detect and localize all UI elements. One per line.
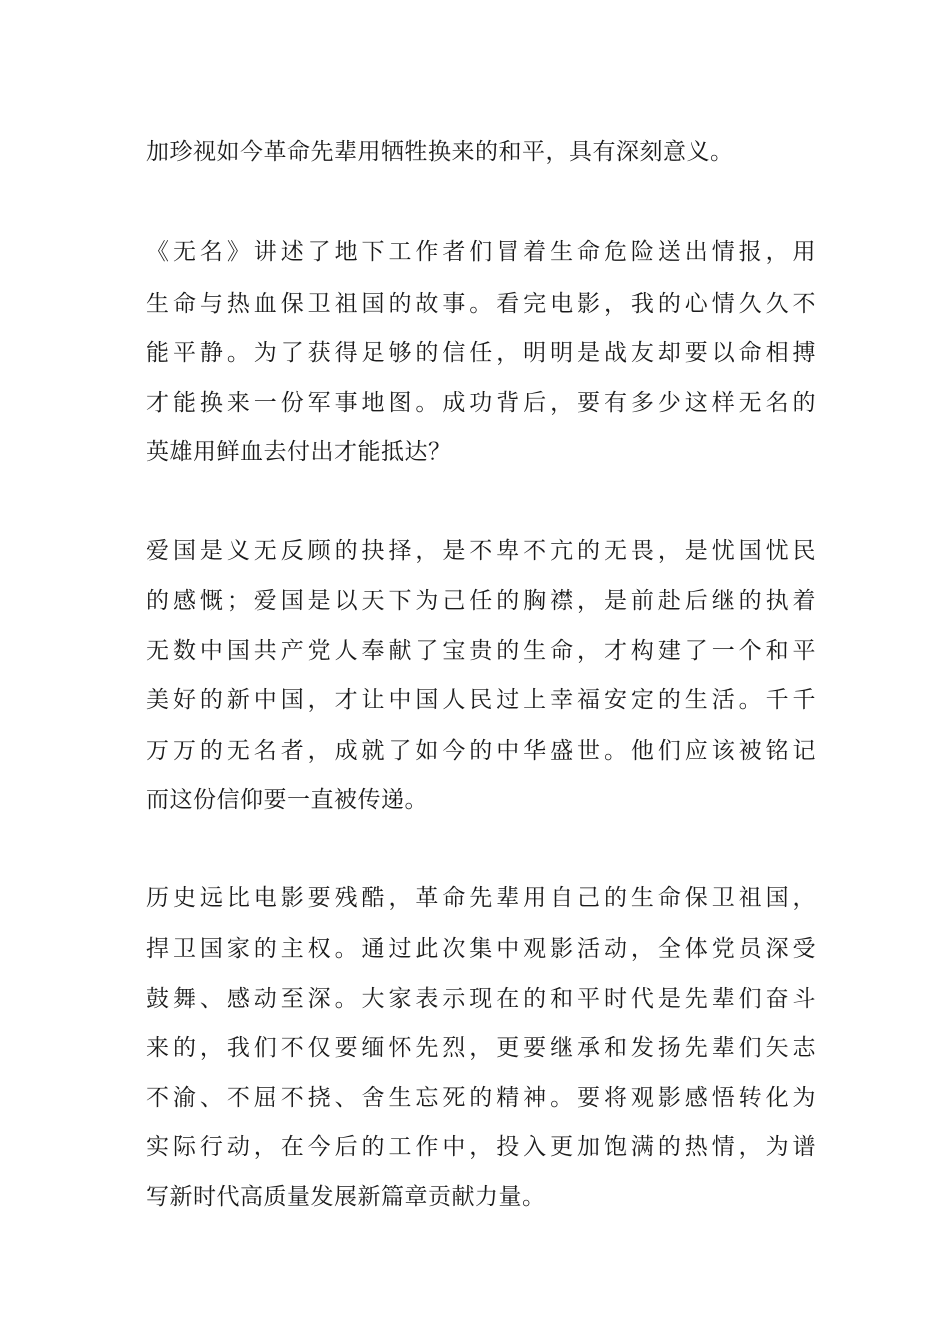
paragraph-2-line-2: 生命与热血保卫祖国的故事。看完电影，我的心情久久不 [146,291,816,317]
paragraph-3-line-1: 爱国是义无反顾的抉择，是不卑不亢的无畏，是忧国忧民 [146,538,816,564]
paragraph-2-line-5: 英雄用鲜血去付出才能抵达？ [146,439,452,465]
paragraph-4-line-4: 来的，我们不仅要缅怀先烈，更要继承和发扬先辈们矢志 [146,1035,816,1061]
paragraph-2-line-3: 能平静。为了获得足够的信任，明明是战友却要以命相搏 [146,340,816,366]
paragraph-1-line-1: 加珍视如今革命先辈用牺牲换来的和平，具有深刻意义。 [146,139,734,165]
paragraph-3-line-3: 无数中国共产党人奉献了宝贵的生命，才构建了一个和平 [146,638,816,664]
paragraph-4-line-7: 写新时代高质量发展新篇章贡献力量。 [146,1184,546,1210]
paragraph-3-line-2: 的感慨；爱国是以天下为己任的胸襟，是前赴后继的执着 [146,588,816,614]
paragraph-2-line-4: 才能换来一份军事地图。成功背后，要有多少这样无名的 [146,390,816,416]
paragraph-4-line-1: 历史远比电影要残酷，革命先辈用自己的生命保卫祖国， [146,885,816,911]
paragraph-3-line-5: 万万的无名者，成就了如今的中华盛世。他们应该被铭记 [146,738,816,764]
paragraph-4-line-2: 捍卫国家的主权。通过此次集中观影活动，全体党员深受 [146,936,816,962]
paragraph-3-line-4: 美好的新中国，才让中国人民过上幸福安定的生活。千千 [146,687,816,713]
paragraph-4-line-3: 鼓舞、感动至深。大家表示现在的和平时代是先辈们奋斗 [146,986,816,1012]
paragraph-3-line-6: 而这份信仰要一直被传递。 [146,787,428,813]
paragraph-4-line-6: 实际行动，在今后的工作中，投入更加饱满的热情，为谱 [146,1134,816,1160]
paragraph-2-line-1: 《无名》讲述了地下工作者们冒着生命危险送出情报，用 [146,239,816,265]
paragraph-4-line-5: 不渝、不屈不挠、舍生忘死的精神。要将观影感悟转化为 [146,1085,816,1111]
